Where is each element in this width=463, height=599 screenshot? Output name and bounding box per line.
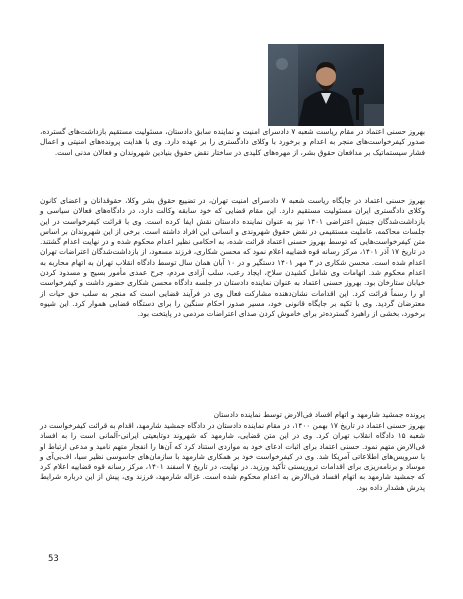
portrait-image bbox=[268, 44, 384, 126]
body-paragraph: بهروز حسنی اعتماد در جایگاه ریاست شعبه ۷ دادسرای امنیت تهران، در تضییع حقوق بشر وکلا، حقوقدانان و اعضای کانون وکلای دادگستری ایران مسئولیت مستقیم دارد. این مقام قضایی که خود سابقه وکالت دارد، در دادگاه‌های فعالان سیاسی و بازداشت‌شدگان جنبش اعتراضی ۱۴۰۱ نیز به عنوان نماینده دادستان نقش ایفا کرده است. وی با قرائت کیفرخواست در این جلسات محاکمه، عاملیت مستقیمی در نقض حقوق شهروندی و انسانی این افراد داشته است. برخی از این شهروندان بر اساس متن کیفرخواست‌هایی که توسط بهروز حسنی اعتماد قرائت شده، به احکامی نظیر اعدام محکوم شده و در نهایت اعدام گشتند. در تاریخ ۱۷ آذر ۱۴۰۱، مرکز رسانه قوه قضاییه اعلام نمود که محسن شکاری، فرزند مسعود، از بازداشت‌شدگان اعتراضات تهران اعدام شده است. محسن شکاری در ۳ مهر ۱۴۰۱ دستگیر و در ۱۰ آبان همان سال توسط دادگاه انقلاب تهران به اتهام محاربه به اعدام محکوم شد. اتهامات وی شامل کشیدن سلاح، ایجاد رعب، سلب آزادی مردم، جرح عمدی مأمور بسیج و مسدود کردن خیابان ستارخان بود. بهروز حسنی اعتماد به عنوان نماینده دادستان در جلسه دادگاه محسن شکاری حضور داشت و کیفرخواست او را رسماً قرائت کرد. این اقدامات نشان‌دهنده مشارکت فعال وی در فرآیند قضایی است که منجر به سلب حق حیات از معترضان گردید. وی با تکیه بر جایگاه قانونی خود، مسیر صدور احکام سنگین را برای دستگاه قضایی هموار کرد. این شیوه برخورد، بخشی از راهبرد گسترده‌تر برای خاموش کردن صدای اعتراضات مردمی در پایتخت بود. bbox=[40, 196, 426, 319]
intro-paragraph: بهروز حسنی اعتماد در مقام ریاست شعبه ۷ دادسرای امنیت و نماینده سابق دادستان، مسئولیت مستقیم بازداشت‌های گسترده، صدور کیفرخواست‌های منجر به اعدام و برخورد با وکلای دادگستری را بر عهده دارد. وی با هدایت پرونده‌های امنیتی و اعمال فشار سیستماتیک بر مدافعان حقوق بشر، از مهره‌های کلیدی در ساختار نقض حقوق بنیادین شهروندان و فعالان مدنی است. bbox=[40, 127, 426, 157]
body-paragraph: بهروز حسنی اعتماد در تاریخ ۱۷ بهمن ۱۴۰۰، در مقام نماینده دادستان در دادگاه جمشید شارمهد، اقدام به قرائت کیفرخواست در شعبه ۱۵ دادگاه انقلاب تهران کرد. وی در این متن قضایی، شارمهد که شهروند دوتابعیتی ایرانی-آلمانی است را به افساد فی‌الارض متهم نمود. حسنی اعتماد برای اثبات ادعای خود به مواردی استناد کرد که آن‌ها را انفجار متهم نامید و مدعی ارتباط او با سرویس‌های اطلاعاتی آمریکا شد. وی در کیفرخواست خود بر همکاری شارمهد با سازمان‌های جاسوسی نظیر سیا، اف‌بی‌آی و موساد و برنامه‌ریزی برای اقدامات تروریستی تأکید ورزید. در نهایت، در تاریخ ۷ اسفند ۱۴۰۱، مرکز رسانه قوه قضاییه اعلام کرد که جمشید شارمهد به اتهام افساد فی‌الارض به اعدام محکوم شده است. غزاله شارمهد، فرزند وی، پیش از این درباره شرایط پدرش هشدار داده بود. bbox=[40, 421, 426, 492]
page-number: 53 bbox=[48, 554, 59, 564]
official-photo bbox=[268, 44, 384, 126]
section-title: پرونده جمشید شارمهد و اتهام افساد فی‌الارض توسط نماینده دادستان bbox=[213, 410, 425, 419]
